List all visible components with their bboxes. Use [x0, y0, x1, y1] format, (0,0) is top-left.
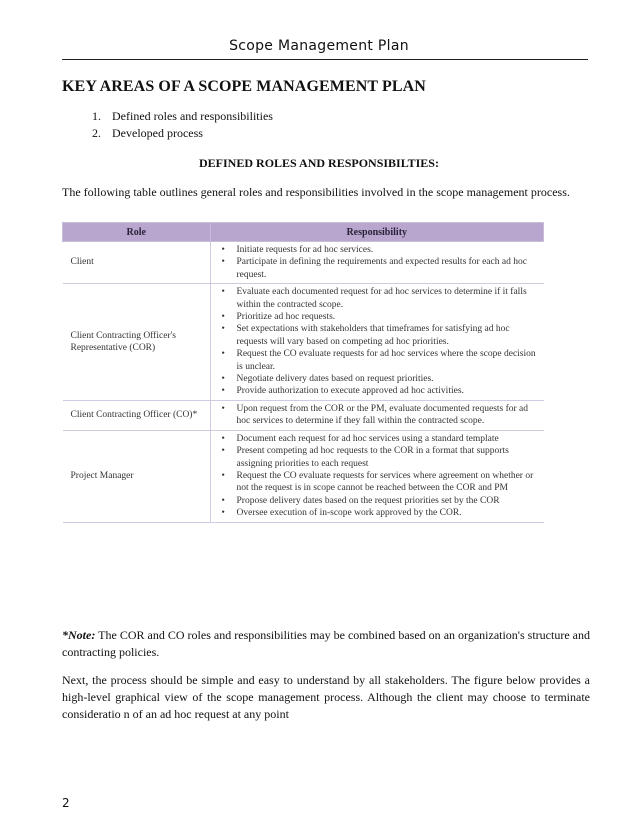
note-paragraph	[62, 627, 590, 661]
roles-responsibilities-table	[62, 222, 544, 523]
role-cell: Client Contracting Officer (CO)*	[63, 400, 211, 430]
list-item: 1. Defined roles and responsibilities	[92, 109, 273, 123]
section-heading: KEY AREAS OF A SCOPE MANAGEMENT PLAN	[62, 78, 426, 95]
responsibility-item: • Set expectations with stakeholders that timeframes for satisfying ad hoc requests will vary based on competing ad hoc priorities.	[237, 323, 540, 348]
responsibility-item: • Initiate requests for ad hoc services.	[237, 244, 540, 256]
responsibility-item: • Prioritize ad hoc requests.	[237, 311, 540, 323]
process-paragraph: Next, the process should be simple and easy to understand by all stakeholders. The figure below provides a high-level graphical view of the scope management process. Although the client may choose to terminate consideratio n of an ad hoc request at any point	[62, 673, 590, 721]
responsibility-item: • Participate in defining the requirements and expected results for each ad hoc request.	[237, 256, 540, 281]
responsibility-item: • Oversee execution of in-scope work approved by the COR.	[237, 507, 540, 519]
responsibility-item: • Provide authorization to execute approved ad hoc activities.	[237, 385, 540, 397]
table-row	[63, 284, 544, 401]
role-cell: Project Manager	[63, 430, 211, 522]
responsibility-item: • Request the CO evaluate requests for ad hoc services where the scope decision is unclear.	[237, 348, 540, 373]
list-item: 2. Developed process	[92, 126, 203, 140]
responsibility-item: • Present competing ad hoc requests to the COR in a format that supports assigning priorities to each request	[237, 445, 540, 470]
note-label: *Note:	[62, 628, 96, 642]
table-header-role: Role	[63, 223, 211, 242]
header-rule	[62, 59, 588, 60]
responsibility-item: • Propose delivery dates based on the request priorities set by the COR	[237, 495, 540, 507]
responsibility-cell	[210, 242, 544, 284]
subsection-heading: DEFINED ROLES AND RESPONSIBILTIES:	[199, 156, 439, 170]
key-areas-list	[92, 108, 273, 142]
intro-paragraph: The following table outlines general roles and responsibilities involved in the scope management process.	[62, 185, 570, 199]
responsibility-cell	[210, 430, 544, 522]
responsibility-cell	[210, 284, 544, 401]
table-row	[63, 400, 544, 430]
running-header: Scope Management Plan	[229, 38, 409, 54]
roles-table-image	[62, 222, 544, 523]
role-cell: Client	[63, 242, 211, 284]
table-header-responsibility: Responsibility	[210, 223, 544, 242]
responsibility-item: • Upon request from the COR or the PM, evaluate documented requests for ad hoc services to determine if they fall within the contracted scope.	[237, 403, 540, 428]
responsibility-item: • Request the CO evaluate requests for services where agreement on whether or not the request is in scope cannot be reached between the COR and PM	[237, 470, 540, 495]
role-cell: Client Contracting Officer's Representative (COR)	[63, 284, 211, 401]
responsibility-item: • Negotiate delivery dates based on request priorities.	[237, 373, 540, 385]
table-row	[63, 242, 544, 284]
page-number: 2	[62, 796, 70, 810]
note-text: The COR and CO roles and responsibilities may be combined based on an organization's structure and contracting policies.	[62, 628, 590, 659]
responsibility-item: • Evaluate each documented request for ad hoc services to determine if it falls within the contracted scope.	[237, 286, 540, 311]
table-row	[63, 430, 544, 522]
responsibility-cell	[210, 400, 544, 430]
responsibility-item: • Document each request for ad hoc services using a standard template	[237, 433, 540, 445]
